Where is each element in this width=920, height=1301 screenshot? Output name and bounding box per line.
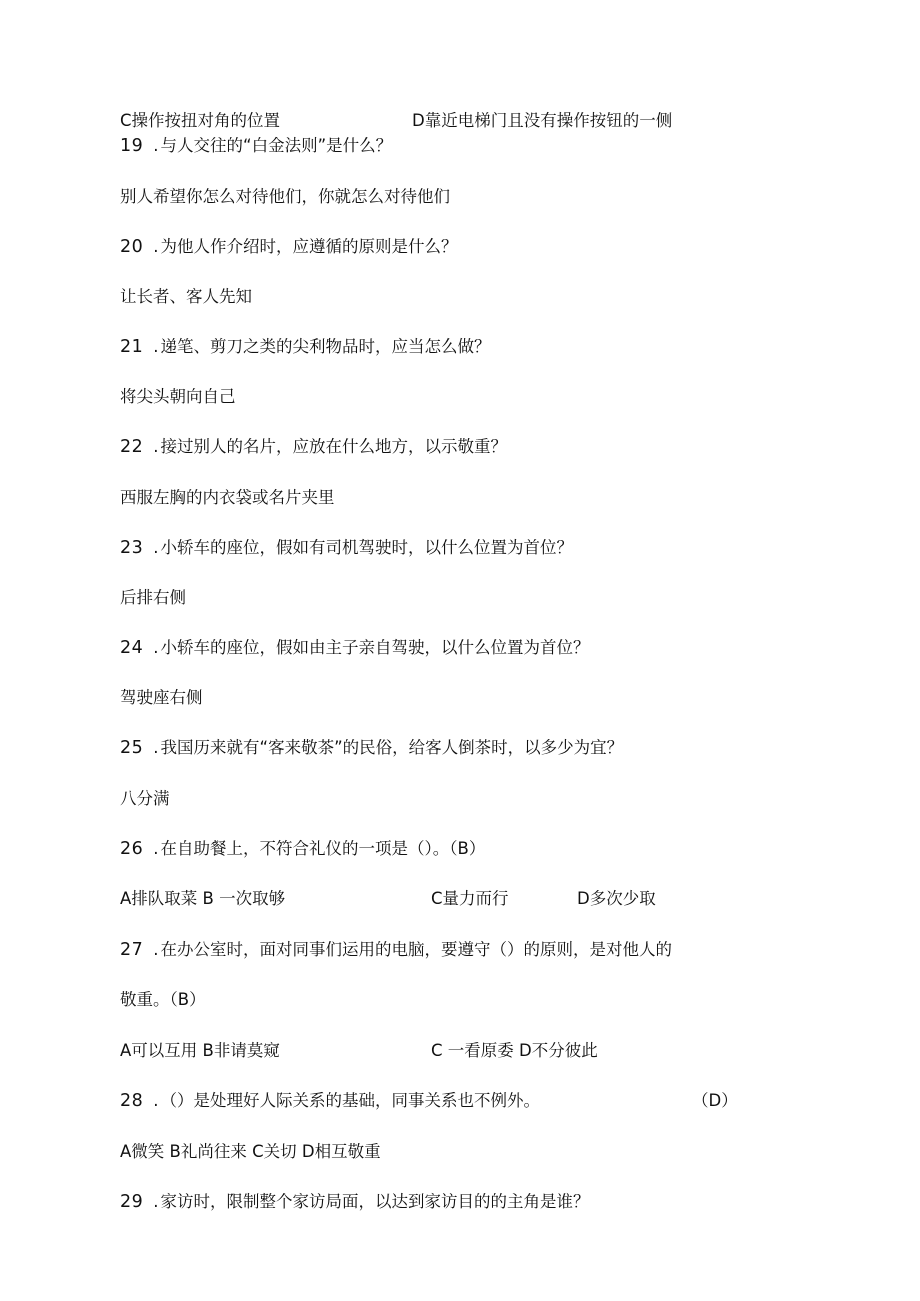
question-number: 19 [120,136,144,156]
question-text: 小轿车的座位，假如由主子亲自驾驶，以什么位置为首位？ [160,638,590,657]
option-ab: A排队取菜 B 一次取够 [120,889,286,908]
question-number: 20 [120,237,144,257]
question-25: 25 . 我国历来就有“客来敬茶”的民俗，给客人倒茶时，以多少为宜？ [120,738,624,758]
question-number: 21 [120,337,144,357]
question-text: 接过别人的名片，应放在什么地方，以示敬重？ [160,437,508,456]
question-21: 21 . 递笔、剪刀之类的尖利物品时，应当怎么做？ [120,337,491,357]
question-number: 24 [120,638,144,658]
option-c: C量力而行 [431,889,509,908]
answer-28: （D） [692,1091,738,1110]
question-22: 22 . 接过别人的名片，应放在什么地方，以示敬重？ [120,437,508,457]
option-ab: A可以互用 B非请莫窥 [120,1041,280,1060]
question-number: 22 [120,437,144,457]
question-19: 19 . 与人交往的“白金法则”是什么？ [120,136,393,156]
option-d: D多次少取 [577,889,656,908]
question-text: （）是处理好人际关系的基础，同事关系也不例外。 [160,1091,541,1110]
question-29: 29 . 家访时，限制整个家访局面，以达到家访目的的主角是谁？ [120,1192,590,1212]
question-27: 27 . 在办公室时，面对同事们运用的电脑，要遵守（）的原则，是对他人的 [120,940,673,960]
option-d: D靠近电梯门且没有操作按钮的一侧 [412,111,673,130]
answer-20: 让长者、客人先知 [120,287,252,306]
question-text: 我国历来就有“客来敬茶”的民俗，给客人倒茶时，以多少为宜？ [160,738,624,757]
question-text: 与人交往的“白金法则”是什么？ [160,136,393,155]
question-28: 28 . （）是处理好人际关系的基础，同事关系也不例外。 [120,1091,541,1111]
options-28: A微笑 B礼尚往来 C关切 D相互敬重 [120,1142,381,1161]
answer-22: 西服左胸的内衣袋或名片夹里 [120,488,335,507]
question-number: 26 [120,839,144,859]
answer-21: 将尖头朝向自己 [120,387,236,406]
question-20: 20 . 为他人作介绍时，应遵循的原则是什么？ [120,237,458,257]
question-number: 25 [120,738,144,758]
answer-19: 别人希望你怎么对待他们，你就怎么对待他们 [120,187,450,206]
question-text: 递笔、剪刀之类的尖利物品时，应当怎么做？ [160,337,491,356]
question-23: 23 . 小轿车的座位，假如有司机驾驶时，以什么位置为首位？ [120,538,574,558]
question-text: 在自助餐上，不符合礼仪的一项是（）。（B） [160,839,486,858]
question-27-continued: 敬重。（B） [120,990,206,1009]
question-text: 在办公室时，面对同事们运用的电脑，要遵守（）的原则，是对他人的 [160,940,673,959]
question-text: 家访时，限制整个家访局面，以达到家访目的的主角是谁？ [160,1192,590,1211]
question-text: 为他人作介绍时，应遵循的原则是什么？ [160,237,458,256]
question-number: 28 [120,1091,144,1111]
question-24: 24 . 小轿车的座位，假如由主子亲自驾驶，以什么位置为首位？ [120,638,590,658]
answer-24: 驾驶座右侧 [120,688,203,707]
answer-25: 八分满 [120,789,170,808]
question-26: 26 . 在自助餐上，不符合礼仪的一项是（）。（B） [120,839,486,859]
question-number: 29 [120,1192,144,1212]
question-number: 27 [120,940,144,960]
question-number: 23 [120,538,144,558]
option-c: C操作按扭对角的位置 [120,111,281,130]
option-cd: C 一看原委 D不分彼此 [431,1041,598,1060]
answer-23: 后排右侧 [120,588,186,607]
question-text: 小轿车的座位，假如有司机驾驶时，以什么位置为首位？ [160,538,574,557]
